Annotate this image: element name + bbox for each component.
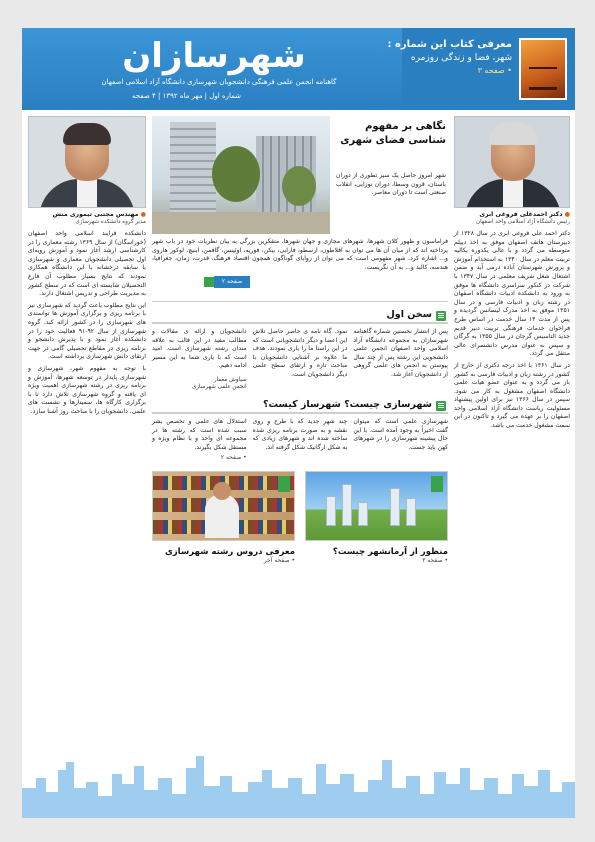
photo-tree — [282, 166, 316, 206]
newsletter-page — [22, 28, 575, 818]
signature-org: انجمن علمی شهرسازی — [191, 384, 247, 391]
left-paragraph: با توجه به مفهوم شهر، شهرسازی و شهرسازی پایدار در توسعه شهرها، آموزش و برنامه ریزی در رشته شهرسازی اهمیت ویژه ای یافته و گروه شهرسازی تلاش دارد تا با برگزاری کارگاه ها، سمینارها و نشست های علمی، دانشجویان را با مباحث روز آشنا سازد. — [28, 364, 146, 415]
text-column: پس از انتشار نخستین شماره گاهنامه شهرسازان به مجموعه دانشگاه آزاد اسلامی واحد اصفهان انجمن علمی دانشجویی این رشته پس از چند سال پیوستن به انجمن های علمی گروهی از دانشجویان آغاز شد. — [353, 328, 448, 378]
tower-shape — [406, 498, 416, 526]
text-column — [152, 418, 247, 463]
photo-ground — [152, 212, 330, 234]
tower-shape — [358, 502, 368, 526]
reader-body — [205, 494, 239, 538]
portrait-shirt — [77, 179, 97, 208]
reader-head — [213, 482, 231, 500]
teaser-page-ref: • صفحه ۳ — [422, 556, 448, 564]
text-column: نمود. گاه نامه ی حاضر حاصل تلاش این اعضا و دیگر دانشجویانی است که در این راستا ما را یاری نمودند. هدف ما علاوه بر آشنایی دانشجویان با مباحث تازه و ارتقای سطح علمی دیگر دانشجویان است. — [252, 328, 348, 378]
reading-thumbnail — [152, 471, 295, 541]
right-article-body — [454, 230, 570, 431]
left-caption-name — [28, 211, 146, 219]
teaser-card-utopia[interactable] — [305, 471, 448, 564]
section-title: سخن اول — [386, 309, 432, 320]
photo-tree — [212, 146, 260, 202]
right-caption-name — [454, 211, 570, 219]
text-column-body: دانشجویان و ارائه ی مقالات و مطالب مفید در این قالب به علاقه مندان رشته شهرسازی است. امید است که با یاری شما به این مسیر ادامه دهیم. — [151, 328, 247, 370]
feature-body: فراماسون و ظهور کلان شهرها، شهرهای مجازی و جهان شهرها. متفکرین بزرگی به بیان نظریات خود در باب شهر پرداخته اند که از میان آن ها می توان به افلاطون، ارسطو، فارابی، بیکن، فوریه، اوئینس، گافمن، ابنیچ، لوکور هاروی و... اشاره کرد. شهر مفهومی است که می توان از زوایای گوناگون همچون اقتصاد فرهنگ، قدرت، زمان، جغرافیا، هندسه، کالبد و... به آن نگریست. — [152, 238, 448, 271]
issue-line: شماره اول | مهر ماه ۱۳۹۲ | ۴ صفحه — [132, 92, 241, 100]
text-column — [152, 328, 247, 392]
right-caption-name-text: دکتر احمدعلی فروغی ابری — [479, 211, 563, 218]
feature-lead: شهر امروز حاصل یک سیر تطوری از دوران باستان، قرون وسطا، دوران نوزایی، انقلاب صنعتی است تا دوران معاصر. — [336, 172, 446, 197]
bookmark-icon — [278, 476, 290, 492]
brand-logo: شهرسازان — [122, 36, 306, 76]
teaser-row — [152, 471, 448, 564]
bookmark-icon — [431, 476, 443, 492]
sokhan-aval-columns — [152, 328, 448, 392]
left-paragraph: این نتایج مطلوب باعث گردید که شهرسازی نیز با برنامه ریزی و برگزاری آموزش ها توانمندی های شهرسازی را در کشور ارائه کند. گروه شهرسازی از سال ۹۲-۹۱ فعالیت خود را در دانشکده آغاز نمود و با پذیرش دانشجو و برنامه ریزی در مقاطع تحصیلی گامی در جهت ارتقای دانش شهرسازی برداشته است. — [28, 301, 146, 361]
left-caption-name-text: مهندس مجتبی تیموری منش — [52, 211, 139, 218]
text-column-body: استدلال های علمی و تخصص بشر سبب شده است که رشته ها در مجموعه ای واحد و با نظام ویژه و مستقل شکل بگیرند. — [151, 417, 247, 451]
city-thumbnail — [305, 471, 448, 541]
right-paragraph: دکتر احمد علی فروغی ابری در سال ۱۳۲۸ از دبیرستان هاتف اصفهان موفق به اخذ دیپلم متوسطه می گردد و با عالی یکدوره بکالیه تربیت معلم در سال ۱۳۴۰ به استخدام آموزش و پرورش شهرستان آباده درمی آید و ضمن اشتغال شغل شریف معلمی در سال ۱۳۴۷ با شرکت در کنکور سراسری دانشگاه ها موفق به ورود به دانشکده ادبیات دانشگاه اصفهان در رشته زبان و ادبیات فارسی و در سال ۱۳۵۱ موفق به اخذ مدرک لیسانس گردیده و پس از مدت ۱۴ سال خدمت در اساس طرح فراخوان خدمات فرهنگی تربیت دبیر قدیم جدید التاسیس گرجان در سال ۱۳۵۵ به گرگان و سپس به عنوان مدرس دانشسرای عالی منتقل می گردد. — [454, 230, 570, 358]
feature-photo — [152, 116, 330, 234]
left-article-body — [28, 230, 146, 416]
left-column — [28, 116, 146, 766]
feature-page-ref[interactable]: صفحه ۲ — [214, 276, 250, 288]
center-column — [152, 116, 448, 766]
brand-subtitle: گاهنامه انجمن علمی فرهنگی دانشجویان شهرسازی دانشگاه آزاد اسلامی اصفهان — [101, 78, 337, 86]
portrait-photo-right — [454, 116, 570, 208]
section-title: شهرسازی چیست؟ شهرساز کیست؟ — [262, 398, 432, 410]
portrait-shirt — [503, 179, 523, 208]
cover-promo-subtitle: شهر، فضا و زندگی روزمره — [410, 53, 512, 63]
masthead — [22, 28, 575, 110]
left-paragraph: دانشکده فرایند اسلامی واحد اصفهان (خوراسگان) از سال ۱۳۶۹ رشته معماری را در کارشناسی ارشد آغاز نمود و آموزش رویه‌ای اول تحصیلی دانشجویان معماری و شهرسازی با سابقه درخشانه با این دانشگاه همکاری نمودند که نتایج بسیار مطلوب آن فارغ التحصیلان شایسته ای است که در سطح کشور به مدیریت طراحی و تدریس اشتغال دارند. — [28, 230, 146, 298]
tower-shape — [390, 488, 400, 526]
page-ref-icon — [204, 277, 214, 287]
bullet-icon: ● — [138, 211, 146, 218]
right-caption-role: رئیس دانشگاه آزاد اسلامی واحد اصفهان — [476, 219, 570, 225]
bullet-icon: ● — [562, 211, 570, 218]
cover-book-promo[interactable] — [362, 38, 512, 100]
notepad-icon — [436, 401, 446, 411]
text-column: چند شهر جدید که با طرح و روی نقشه و به صورت برنامه ریزی شده ساخته شده اند و شهرهای زیادی که به شکل ارگانیک شکل گرفته اند. — [252, 417, 348, 451]
cover-promo-title: معرفی کتاب این شماره : — [387, 39, 512, 50]
portrait-photo-left — [28, 116, 146, 208]
right-paragraph: در سال ۱۳۶۱ با اخذ درجه دکتری از خارج از کشور در رشته زبان و ادبیات فارسی به کشور باز می گردد و به عنوان عضو هیات علمی دانشگاه اصفهان مشغول به کار می شود. سپس در سال ۱۳۶۶ نیز برای اولین پیشنهاد مسئولیت ریاست دانشگاه آزاد اسلامی واحد اصفهان را بر عهده می گیرد و تاکنون در این سمت مشغول خدمت می باشد. — [454, 361, 570, 430]
teaser-title: منظور از آرمانشهر چیست؟ — [332, 546, 448, 557]
skyline-silhouette — [22, 756, 575, 818]
section-header-sokhan — [152, 308, 448, 324]
city-skyline-footer — [22, 748, 575, 818]
photo-building — [170, 122, 216, 212]
signature — [152, 377, 247, 392]
portrait-hair — [489, 123, 537, 145]
left-caption-role: مدیر گروه دانشکده شهرسازی — [75, 219, 146, 225]
cover-promo-page-ref: • صفحه ۳ — [477, 66, 512, 75]
teaser-card-courses[interactable] — [152, 471, 295, 564]
section-header-shahrsazi — [152, 398, 448, 414]
shahrsazi-columns — [152, 418, 448, 463]
teaser-title: معرفی دروس رشته شهرسازی — [164, 546, 295, 557]
right-column — [454, 116, 570, 766]
book-cover-thumbnail — [519, 38, 567, 100]
tower-shape — [326, 496, 336, 526]
notepad-icon — [436, 311, 446, 321]
signature-name: سیاوش معمار — [213, 376, 247, 383]
portrait-hair — [63, 123, 111, 145]
tower-shape — [342, 484, 352, 526]
text-column: شهرسازی علمی است که میتوان گفت اخیراً به وجود آمده است. با این حال پیشینه شهرسازی را در شهرهای کهن باید جست. — [353, 417, 448, 451]
feature-article — [152, 116, 448, 302]
shahrsazi-page-ref[interactable]: • صفحه ۲ — [220, 454, 247, 462]
feature-title: نگاهی بر مفهوم شناسی فضای شهری — [340, 121, 446, 146]
teaser-page-ref: • صفحه آخر — [263, 556, 295, 564]
